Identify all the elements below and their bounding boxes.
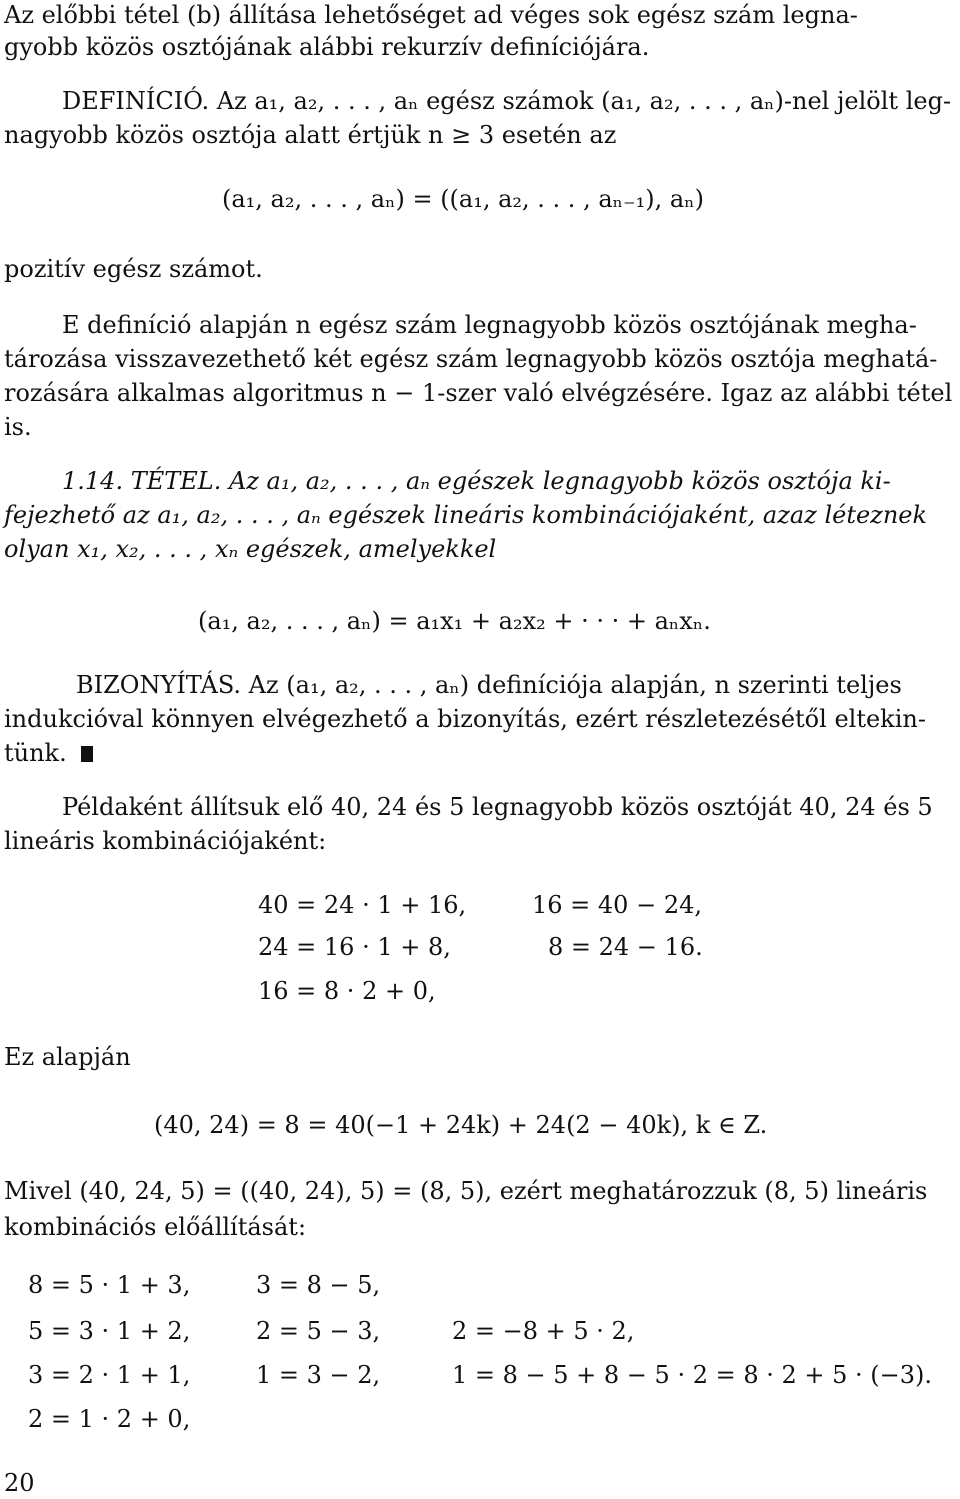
table-col2-row1: 3 = 8 − 5, <box>256 1271 381 1299</box>
qed-square-icon <box>81 746 93 762</box>
remark-line-4: is. <box>4 413 32 441</box>
theorem-line-3: olyan x₁, x₂, . . . , xₙ egészek, amelyekkel <box>4 535 497 563</box>
since-line-2: kombinációs előállítását: <box>4 1213 307 1241</box>
table-col1-row3: 3 = 2 · 1 + 1, <box>28 1361 191 1389</box>
example-line-1: Példaként állítsuk elő 40, 24 és 5 legnagyobb közös osztóját 40, 24 és 5 <box>62 793 933 821</box>
definition-line-2: nagyobb közös osztója alatt értjük n ≥ 3 esetén az <box>4 121 617 149</box>
remark-line-3: rozására alkalmas algoritmus n − 1-szer való elvégzésére. Igaz az alábbi tétel <box>4 379 953 407</box>
table-col1-row2: 5 = 3 · 1 + 2, <box>28 1317 191 1345</box>
table-col1-row1: 8 = 5 · 1 + 3, <box>28 1271 191 1299</box>
based-on-label: Ez alapján <box>4 1043 131 1071</box>
table-col3-row2: 2 = −8 + 5 · 2, <box>452 1317 635 1345</box>
table-col2-row3: 1 = 3 − 2, <box>256 1361 381 1389</box>
result-formula: (40, 24) = 8 = 40(−1 + 24k) + 24(2 − 40k), k ∈ Z. <box>154 1111 768 1139</box>
proof-line-3: tünk. <box>4 738 93 768</box>
table-col2-row2: 2 = 5 − 3, <box>256 1317 381 1345</box>
theorem-line-1: 1.14. TÉTEL. Az a₁, a₂, . . . , aₙ egészek legnagyobb közös osztója ki- <box>62 467 891 495</box>
intro-line-1: Az előbbi tétel (b) állítása lehetőséget ad véges sok egész szám legna- <box>4 1 858 29</box>
euclid-eq-right-1: 16 = 40 − 24, <box>532 891 702 919</box>
remark-line-2: tározása visszavezethető két egész szám legnagyobb közös osztója meghatá- <box>4 345 938 373</box>
table-col1-row4: 2 = 1 · 2 + 0, <box>28 1405 191 1433</box>
definition-line-1: DEFINÍCIÓ. Az a₁, a₂, . . . , aₙ egész számok (a₁, a₂, . . . , aₙ)-nel jelölt leg- <box>62 87 952 115</box>
table-col3-row3: 1 = 8 − 5 + 8 − 5 · 2 = 8 · 2 + 5 · (−3). <box>452 1361 933 1389</box>
remark-line-1: E definíció alapján n egész szám legnagyobb közös osztójának megha- <box>62 311 917 339</box>
proof-line-2: indukcióval könnyen elvégezhető a bizonyítás, ezért részletezésétől eltekin- <box>4 705 926 733</box>
page-number: 20 <box>4 1469 35 1497</box>
euclid-eq-left-1: 40 = 24 · 1 + 16, <box>258 891 467 919</box>
definition-formula: (a₁, a₂, . . . , aₙ) = ((a₁, a₂, . . . , aₙ₋₁), aₙ) <box>222 185 704 213</box>
euclid-eq-left-2: 24 = 16 · 1 + 8, <box>258 933 451 961</box>
definition-after: pozitív egész számot. <box>4 255 263 283</box>
euclid-eq-left-3: 16 = 8 · 2 + 0, <box>258 977 436 1005</box>
theorem-line-2: fejezhető az a₁, a₂, . . . , aₙ egészek lineáris kombinációjaként, azaz léteznek <box>4 501 928 529</box>
euclid-eq-right-2: 8 = 24 − 16. <box>548 933 703 961</box>
example-line-2: lineáris kombinációjaként: <box>4 827 327 855</box>
proof-line-1: BIZONYÍTÁS. Az (a₁, a₂, . . . , aₙ) definíciója alapján, n szerinti teljes <box>76 671 902 699</box>
theorem-formula: (a₁, a₂, . . . , aₙ) = a₁x₁ + a₂x₂ + · · · + aₙxₙ. <box>198 607 711 635</box>
intro-line-2: gyobb közös osztójának alábbi rekurzív definíciójára. <box>4 33 650 61</box>
since-line-1: Mivel (40, 24, 5) = ((40, 24), 5) = (8, 5), ezért meghatározzuk (8, 5) lineáris <box>4 1177 928 1205</box>
